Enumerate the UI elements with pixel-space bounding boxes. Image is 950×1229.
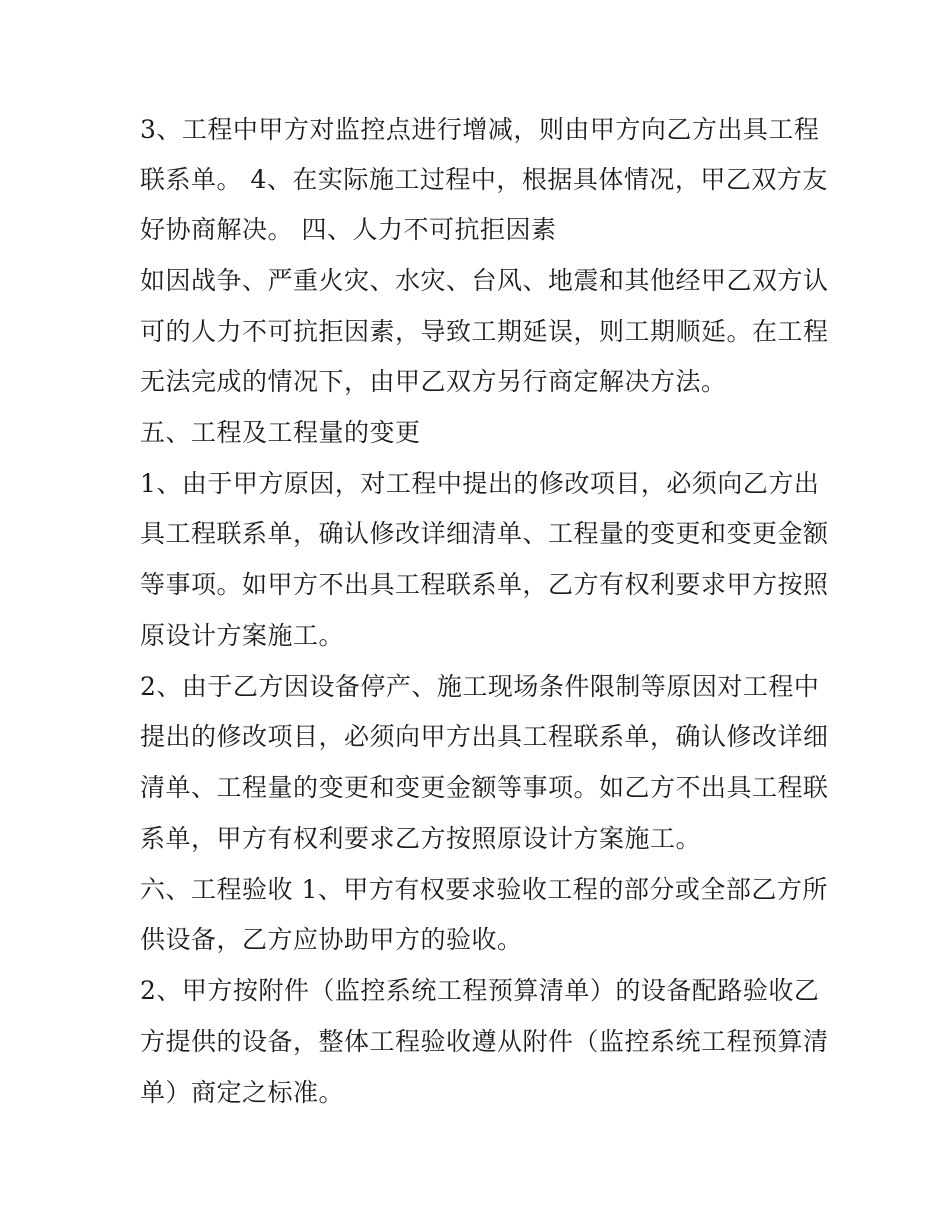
text-line: 好协商解决。 四、人力不可抗拒因素	[140, 215, 557, 244]
text-line: 2、由于乙方因设备停产、施工现场条件限制等原因对工程中	[140, 672, 820, 701]
text-line: 清单、工程量的变更和变更金额等事项。如乙方不出具工程联	[140, 773, 829, 802]
text-line: 系单，甲方有权利要求乙方按照原设计方案施工。	[140, 824, 702, 853]
text-line: 供设备，乙方应协助甲方的验收。	[140, 925, 523, 954]
text-line: 可的人力不可抗拒因素，导致工期延误，则工期顺延。在工程	[140, 317, 829, 346]
text-line: 单）商定之标准。	[140, 1078, 345, 1107]
text-line: 具工程联系单，确认修改详细清单、工程量的变更和变更金额	[140, 519, 829, 548]
text-line: 原设计方案施工。	[140, 621, 345, 650]
text-line: 六、工程验收 1、甲方有权要求验收工程的部分或全部乙方所	[140, 875, 828, 904]
text-line: 等事项。如甲方不出具工程联系单，乙方有权利要求甲方按照	[140, 570, 829, 599]
text-line: 如因战争、严重火灾、水灾、台风、地震和其他经甲乙双方认	[140, 266, 829, 295]
text-line: 3、工程中甲方对监控点进行增减，则由甲方向乙方出具工程	[140, 115, 820, 144]
text-line: 无法完成的情况下，由甲乙双方另行商定解决方法。	[140, 367, 727, 396]
text-line: 2、甲方按附件（监控系统工程预算清单）的设备配路验收乙	[140, 976, 820, 1005]
text-line: 联系单。 4、在实际施工过程中，根据具体情况，甲乙双方友	[140, 165, 828, 194]
text-line: 1、由于甲方原因，对工程中提出的修改项目，必须向乙方出	[140, 469, 820, 498]
text-line: 方提供的设备，整体工程验收遵从附件（监控系统工程预算清	[140, 1027, 829, 1056]
section-heading: 五、工程及工程量的变更	[140, 418, 421, 447]
text-line: 提出的修改项目，必须向甲方出具工程联系单，确认修改详细	[140, 722, 829, 751]
